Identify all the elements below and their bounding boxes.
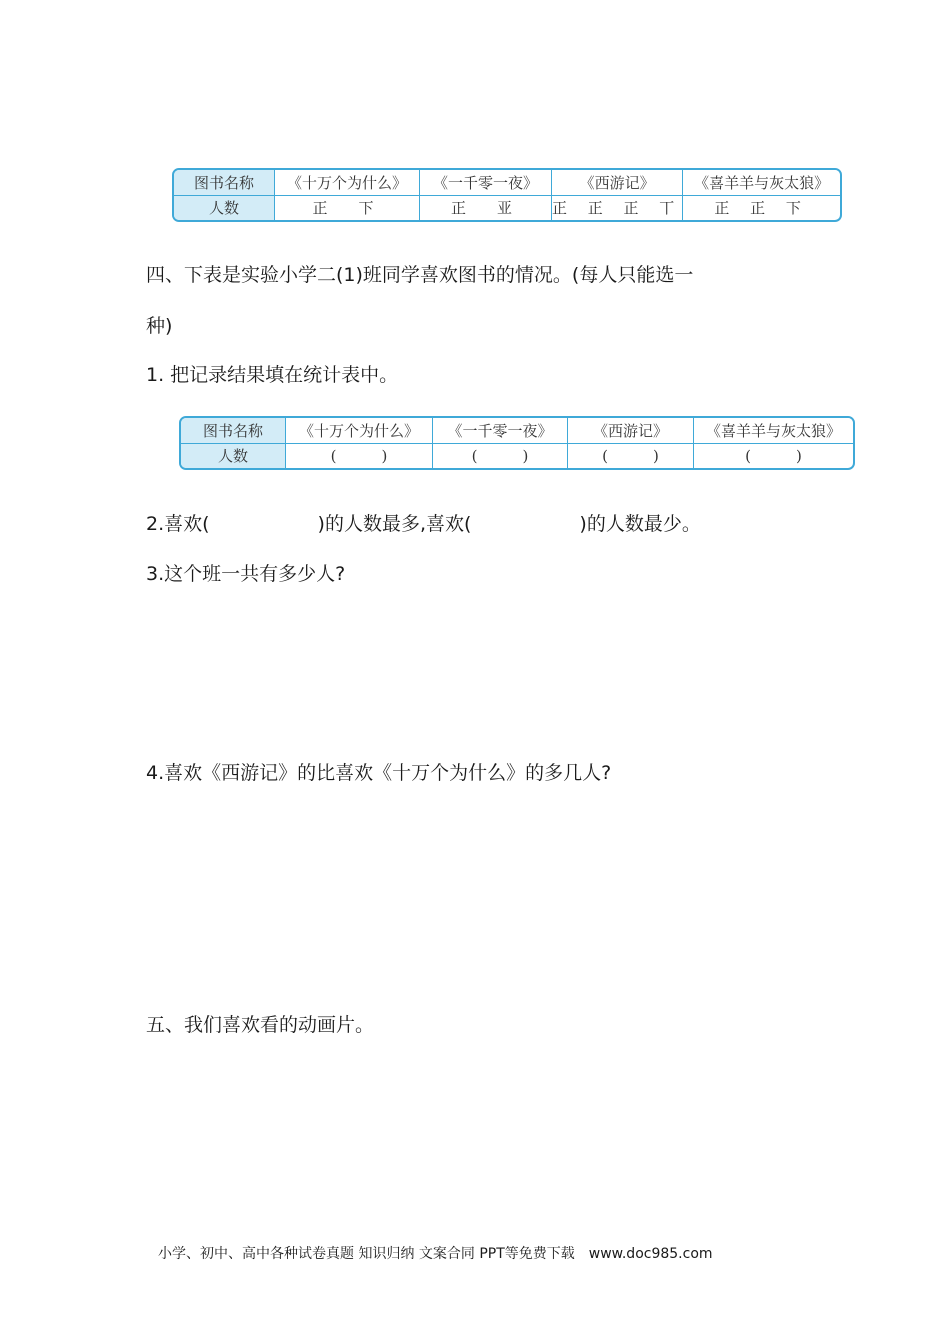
stat-book-2: 《一千零一夜》 bbox=[433, 418, 568, 443]
stat-book-3: 《西游记》 bbox=[568, 418, 694, 443]
section4-title-line1: 四、下表是实验小学二(1)班同学喜欢图书的情况。(每人只能选一 bbox=[146, 264, 694, 286]
question-2-part3: )的人数最少。 bbox=[579, 513, 701, 535]
stat-blank-2[interactable]: ( ) bbox=[433, 443, 568, 468]
tally-mark-2: 正 亚 bbox=[420, 195, 552, 220]
stat-table bbox=[179, 416, 855, 470]
section4-title-line2: 种) bbox=[146, 315, 173, 337]
tally-book-1: 《十万个为什么》 bbox=[275, 170, 420, 195]
question-1: 1. 把记录结果填在统计表中。 bbox=[146, 364, 399, 386]
tally-book-3: 《西游记》 bbox=[552, 170, 683, 195]
tally-mark-3: 正 正 正 丅 bbox=[552, 195, 683, 220]
stat-book-1: 《十万个为什么》 bbox=[286, 418, 433, 443]
section5-title: 五、我们喜欢看的动画片。 bbox=[146, 1014, 375, 1036]
question-2-part1: 2.喜欢( bbox=[146, 513, 210, 535]
tally-row-label: 人数 bbox=[174, 195, 275, 220]
footer-text: 小学、初中、高中各种试卷真题 知识归纳 文案合同 PPT等免费下载 www.doc985.com bbox=[158, 1246, 713, 1262]
stat-blank-1[interactable]: ( ) bbox=[286, 443, 433, 468]
stat-blank-3[interactable]: ( ) bbox=[568, 443, 694, 468]
question-2-part2: )的人数最多,喜欢( bbox=[317, 513, 472, 535]
question-2 bbox=[146, 509, 701, 536]
tally-book-4: 《喜羊羊与灰太狼》 bbox=[683, 170, 840, 195]
question-4: 4.喜欢《西游记》的比喜欢《十万个为什么》的多几人? bbox=[146, 762, 612, 784]
tally-book-2: 《一千零一夜》 bbox=[420, 170, 552, 195]
tally-mark-1: 正 下 bbox=[275, 195, 420, 220]
tally-header-label: 图书名称 bbox=[174, 170, 275, 195]
stat-book-4: 《喜羊羊与灰太狼》 bbox=[694, 418, 854, 443]
tally-mark-4: 正 正 下 bbox=[683, 195, 840, 220]
question-3: 3.这个班一共有多少人? bbox=[146, 563, 346, 585]
tally-table bbox=[172, 168, 842, 222]
stat-blank-4[interactable]: ( ) bbox=[694, 443, 854, 468]
stat-row-label: 人数 bbox=[181, 443, 286, 468]
stat-header-label: 图书名称 bbox=[181, 418, 286, 443]
